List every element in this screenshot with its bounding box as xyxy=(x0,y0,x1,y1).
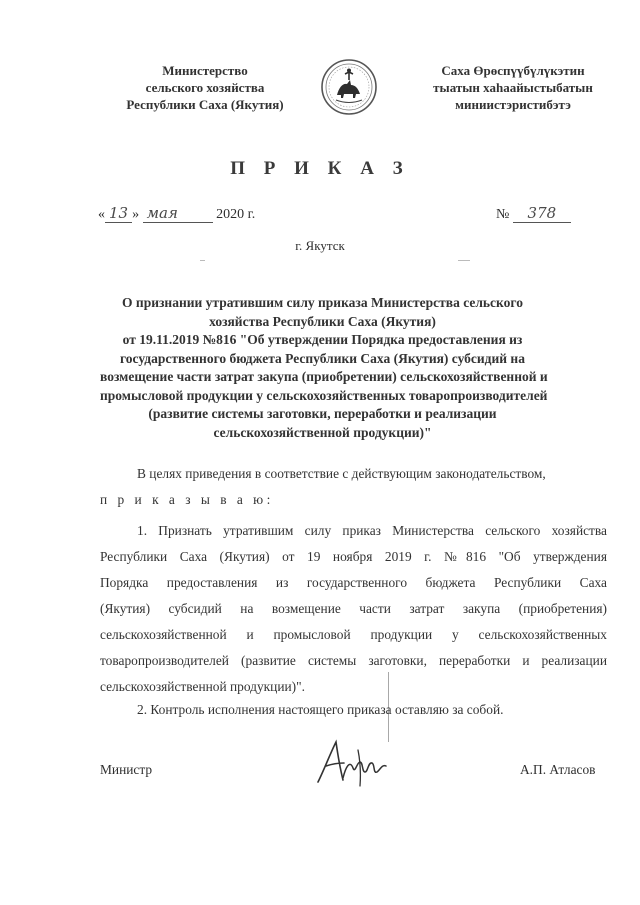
header-ru-line: Министерство xyxy=(162,63,248,78)
item1-line: Республики Саха (Якутия) от 19 ноября 2019 г. №816 "Об утверждения xyxy=(100,549,607,564)
number-label: № xyxy=(496,207,510,222)
header-sakha-line: Саха Өрөспүүбүлүкэтин xyxy=(441,63,585,78)
city: г. Якутск xyxy=(295,238,345,253)
item1-line: (Якутия) субсидий на возмещение части затрат закупа (приобретения) xyxy=(100,601,607,616)
item1-line: Порядка предоставления из государственного бюджета Республики Саха xyxy=(100,575,607,590)
scan-marks xyxy=(200,259,470,262)
number-value: 378 xyxy=(513,204,571,223)
header-sakha-line: миниистэристибэтэ xyxy=(455,97,571,112)
item1-line: 1. Признать утратившим силу приказ Министерства сельского хозяйства xyxy=(137,523,607,538)
item1-line: сельскохозяйственной продукции)". xyxy=(100,679,305,694)
preamble: В целях приведения в соответствие с действующим законодательством, xyxy=(137,466,546,481)
date-day: 13 xyxy=(105,204,132,223)
date-year: 2020 г. xyxy=(216,207,256,222)
signatory-name: А.П. Атласов xyxy=(520,762,596,777)
item1-line: сельскохозяйственной и промысловой продукции у сельскохозяйственных xyxy=(100,627,607,642)
order-item-1 xyxy=(100,518,607,700)
heading-line: от 19.11.2019 №816 "Об утверждении Порядка предоставления из xyxy=(122,332,523,347)
heading-line: сельскохозяйственной продукции)" xyxy=(213,424,432,440)
header-ru-line: Республики Саха (Якутия) xyxy=(126,97,284,112)
document-title: П Р И К А З xyxy=(230,158,410,179)
order-number xyxy=(496,204,571,223)
quote-close: » xyxy=(132,207,140,222)
command-word: п р и к а з ы в а ю: xyxy=(100,492,274,507)
header-ministry-ru xyxy=(110,62,300,113)
order-heading xyxy=(100,294,548,442)
heading-line: О признании утратившим силу приказа Министерства сельского xyxy=(122,295,523,310)
heading-line: хозяйства Республики Саха (Якутия) xyxy=(209,313,436,329)
heading-line: государственного бюджета Республики Саха (Якутия) субсидий на xyxy=(120,350,525,366)
date-month: мая xyxy=(143,204,213,223)
header-ru-line: сельского хозяйства xyxy=(145,80,265,95)
handwritten-signature-icon xyxy=(310,732,394,794)
order-date xyxy=(98,204,255,223)
quote-open: « xyxy=(98,207,105,222)
heading-line: (развитие системы заготовки, переработки и реализации xyxy=(148,406,497,421)
header-sakha-line: тыатын хаһаайыстыбатын xyxy=(433,80,593,95)
order-item-2: 2. Контроль исполнения настоящего приказа оставляю за собой. xyxy=(137,702,504,717)
header-ministry-sakha xyxy=(402,62,624,113)
signatory-title: Министр xyxy=(100,762,153,777)
item1-line: товаропроизводителей (развитие системы заготовки, переработки и реализации xyxy=(100,653,607,668)
heading-line: возмещение части затрат закупа (приобретении) сельскохозяйственной и xyxy=(100,369,548,384)
sakha-republic-emblem-icon xyxy=(320,58,378,116)
heading-line: промысловой продукции у сельскохозяйственных товаропроизводителей xyxy=(100,387,548,403)
